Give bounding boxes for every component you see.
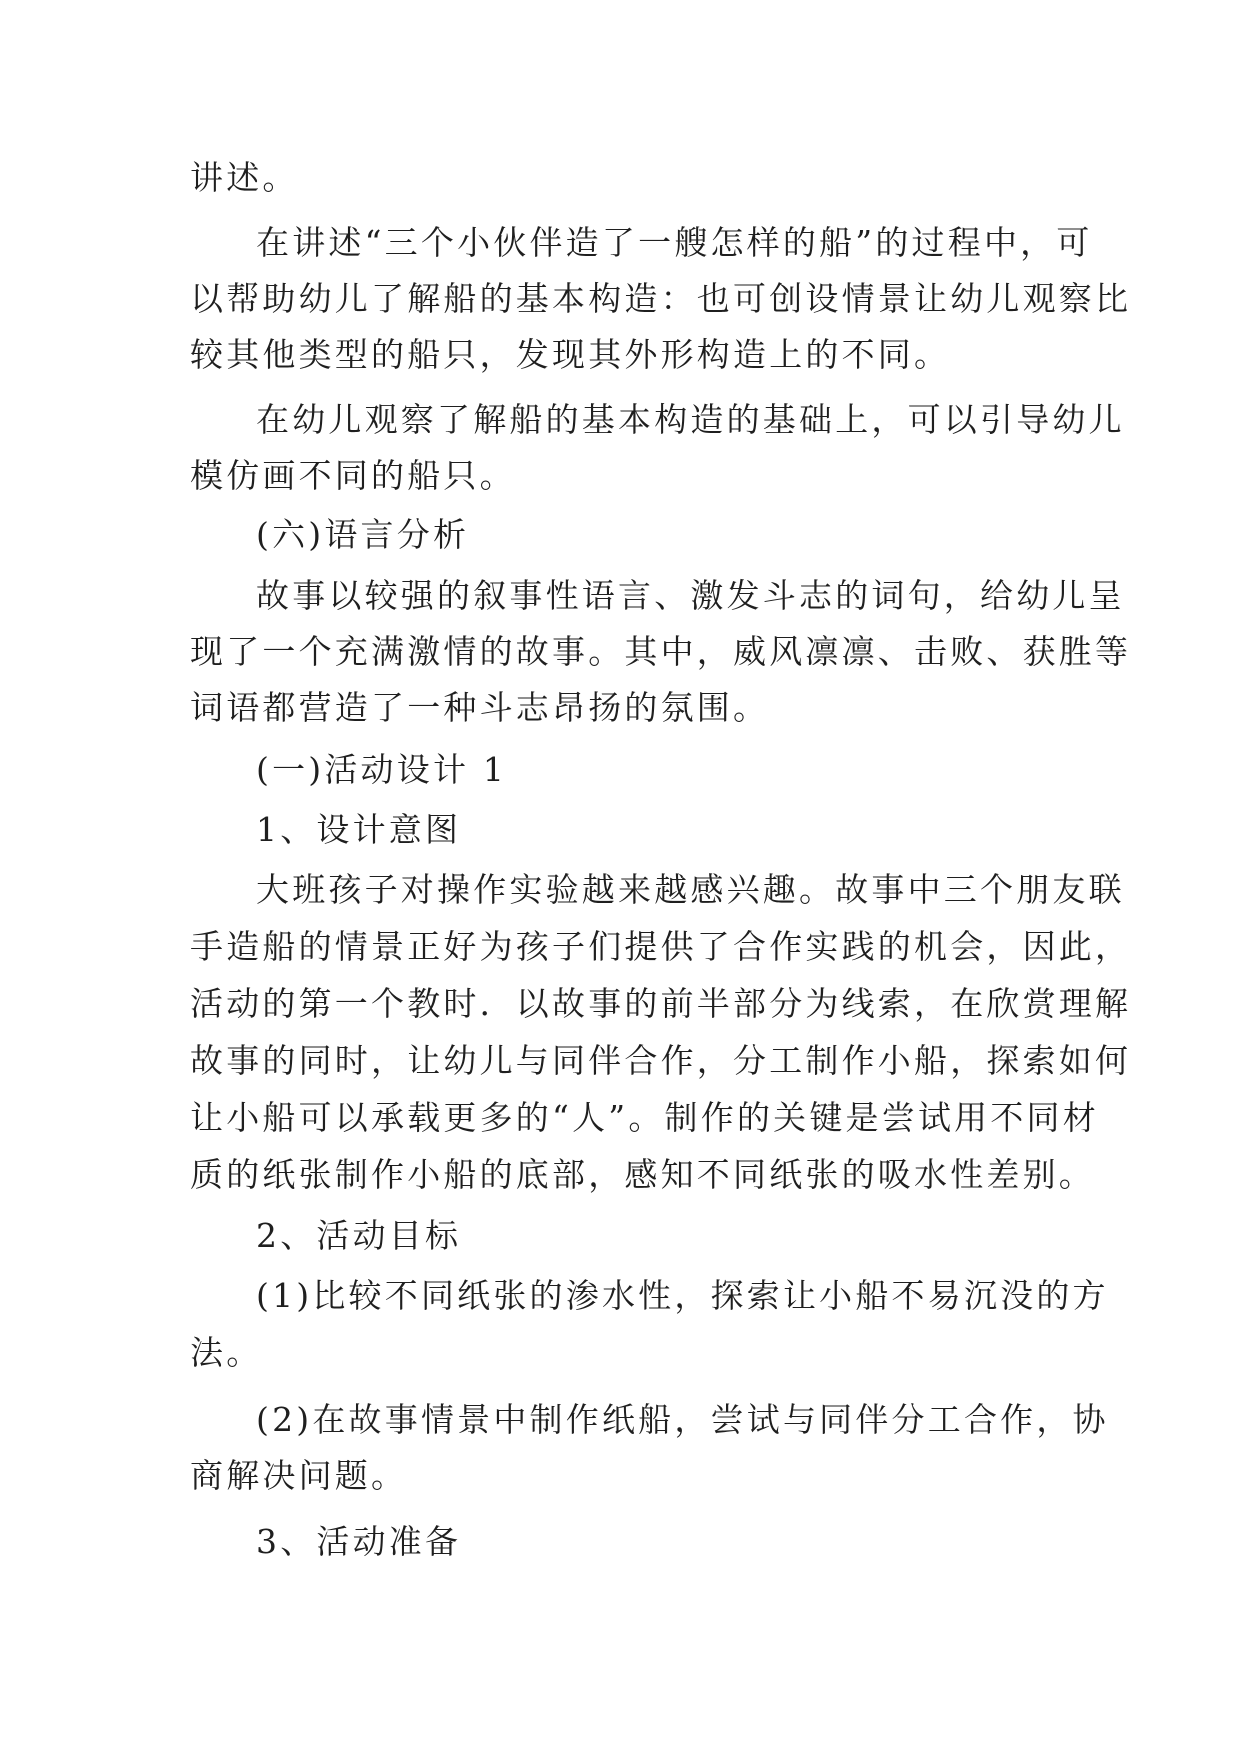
section-heading: (六)语言分析 — [256, 515, 470, 554]
text-line: 大班孩子对操作实验越来越感兴趣。故事中三个朋友联 — [256, 870, 1125, 909]
text-line: 质的纸张制作小船的底部，感知不同纸张的吸水性差别。 — [190, 1155, 1095, 1194]
text-line: 模仿画不同的船只。 — [190, 456, 516, 495]
subsection-heading: 2、活动目标 — [256, 1216, 462, 1255]
text-line: 在幼儿观察了解船的基本构造的基础上，可以引导幼儿 — [256, 400, 1125, 439]
text-line: 活动的第一个教时．以故事的前半部分为线索，在欣赏理解 — [190, 984, 1132, 1023]
text-line: 现了一个充满激情的故事。其中，威风凛凛、击败、获胜等 — [190, 632, 1132, 671]
text-line: 讲述。 — [190, 158, 299, 197]
text-line: 以帮助幼儿了解船的基本构造：也可创设情景让幼儿观察比 — [190, 279, 1132, 318]
text-line: 法。 — [190, 1333, 263, 1372]
text-line: 在讲述“三个小伙伴造了一艘怎样的船”的过程中，可 — [256, 223, 1093, 262]
text-line: 让小船可以承载更多的“人”。制作的关键是尝试用不同材 — [190, 1098, 1099, 1137]
text-line: 较其他类型的船只，发现其外形构造上的不同。 — [190, 335, 951, 374]
text-line: (2)在故事情景中制作纸船，尝试与同伴分工合作，协 — [256, 1400, 1109, 1439]
section-heading: (一)活动设计 1 — [256, 750, 508, 789]
subsection-heading: 3、活动准备 — [256, 1522, 462, 1561]
text-line: (1)比较不同纸张的渗水性，探索让小船不易沉没的方 — [256, 1276, 1109, 1315]
text-line: 故事以较强的叙事性语言、激发斗志的词句，给幼儿呈 — [256, 576, 1125, 615]
text-line: 商解决问题。 — [190, 1456, 408, 1495]
text-line: 词语都营造了一种斗志昂扬的氛围。 — [190, 688, 770, 727]
text-line: 故事的同时，让幼儿与同伴合作，分工制作小船，探索如何 — [190, 1041, 1132, 1080]
text-line: 手造船的情景正好为孩子们提供了合作实践的机会，因此， — [190, 927, 1132, 966]
subsection-heading: 1、设计意图 — [256, 810, 462, 849]
